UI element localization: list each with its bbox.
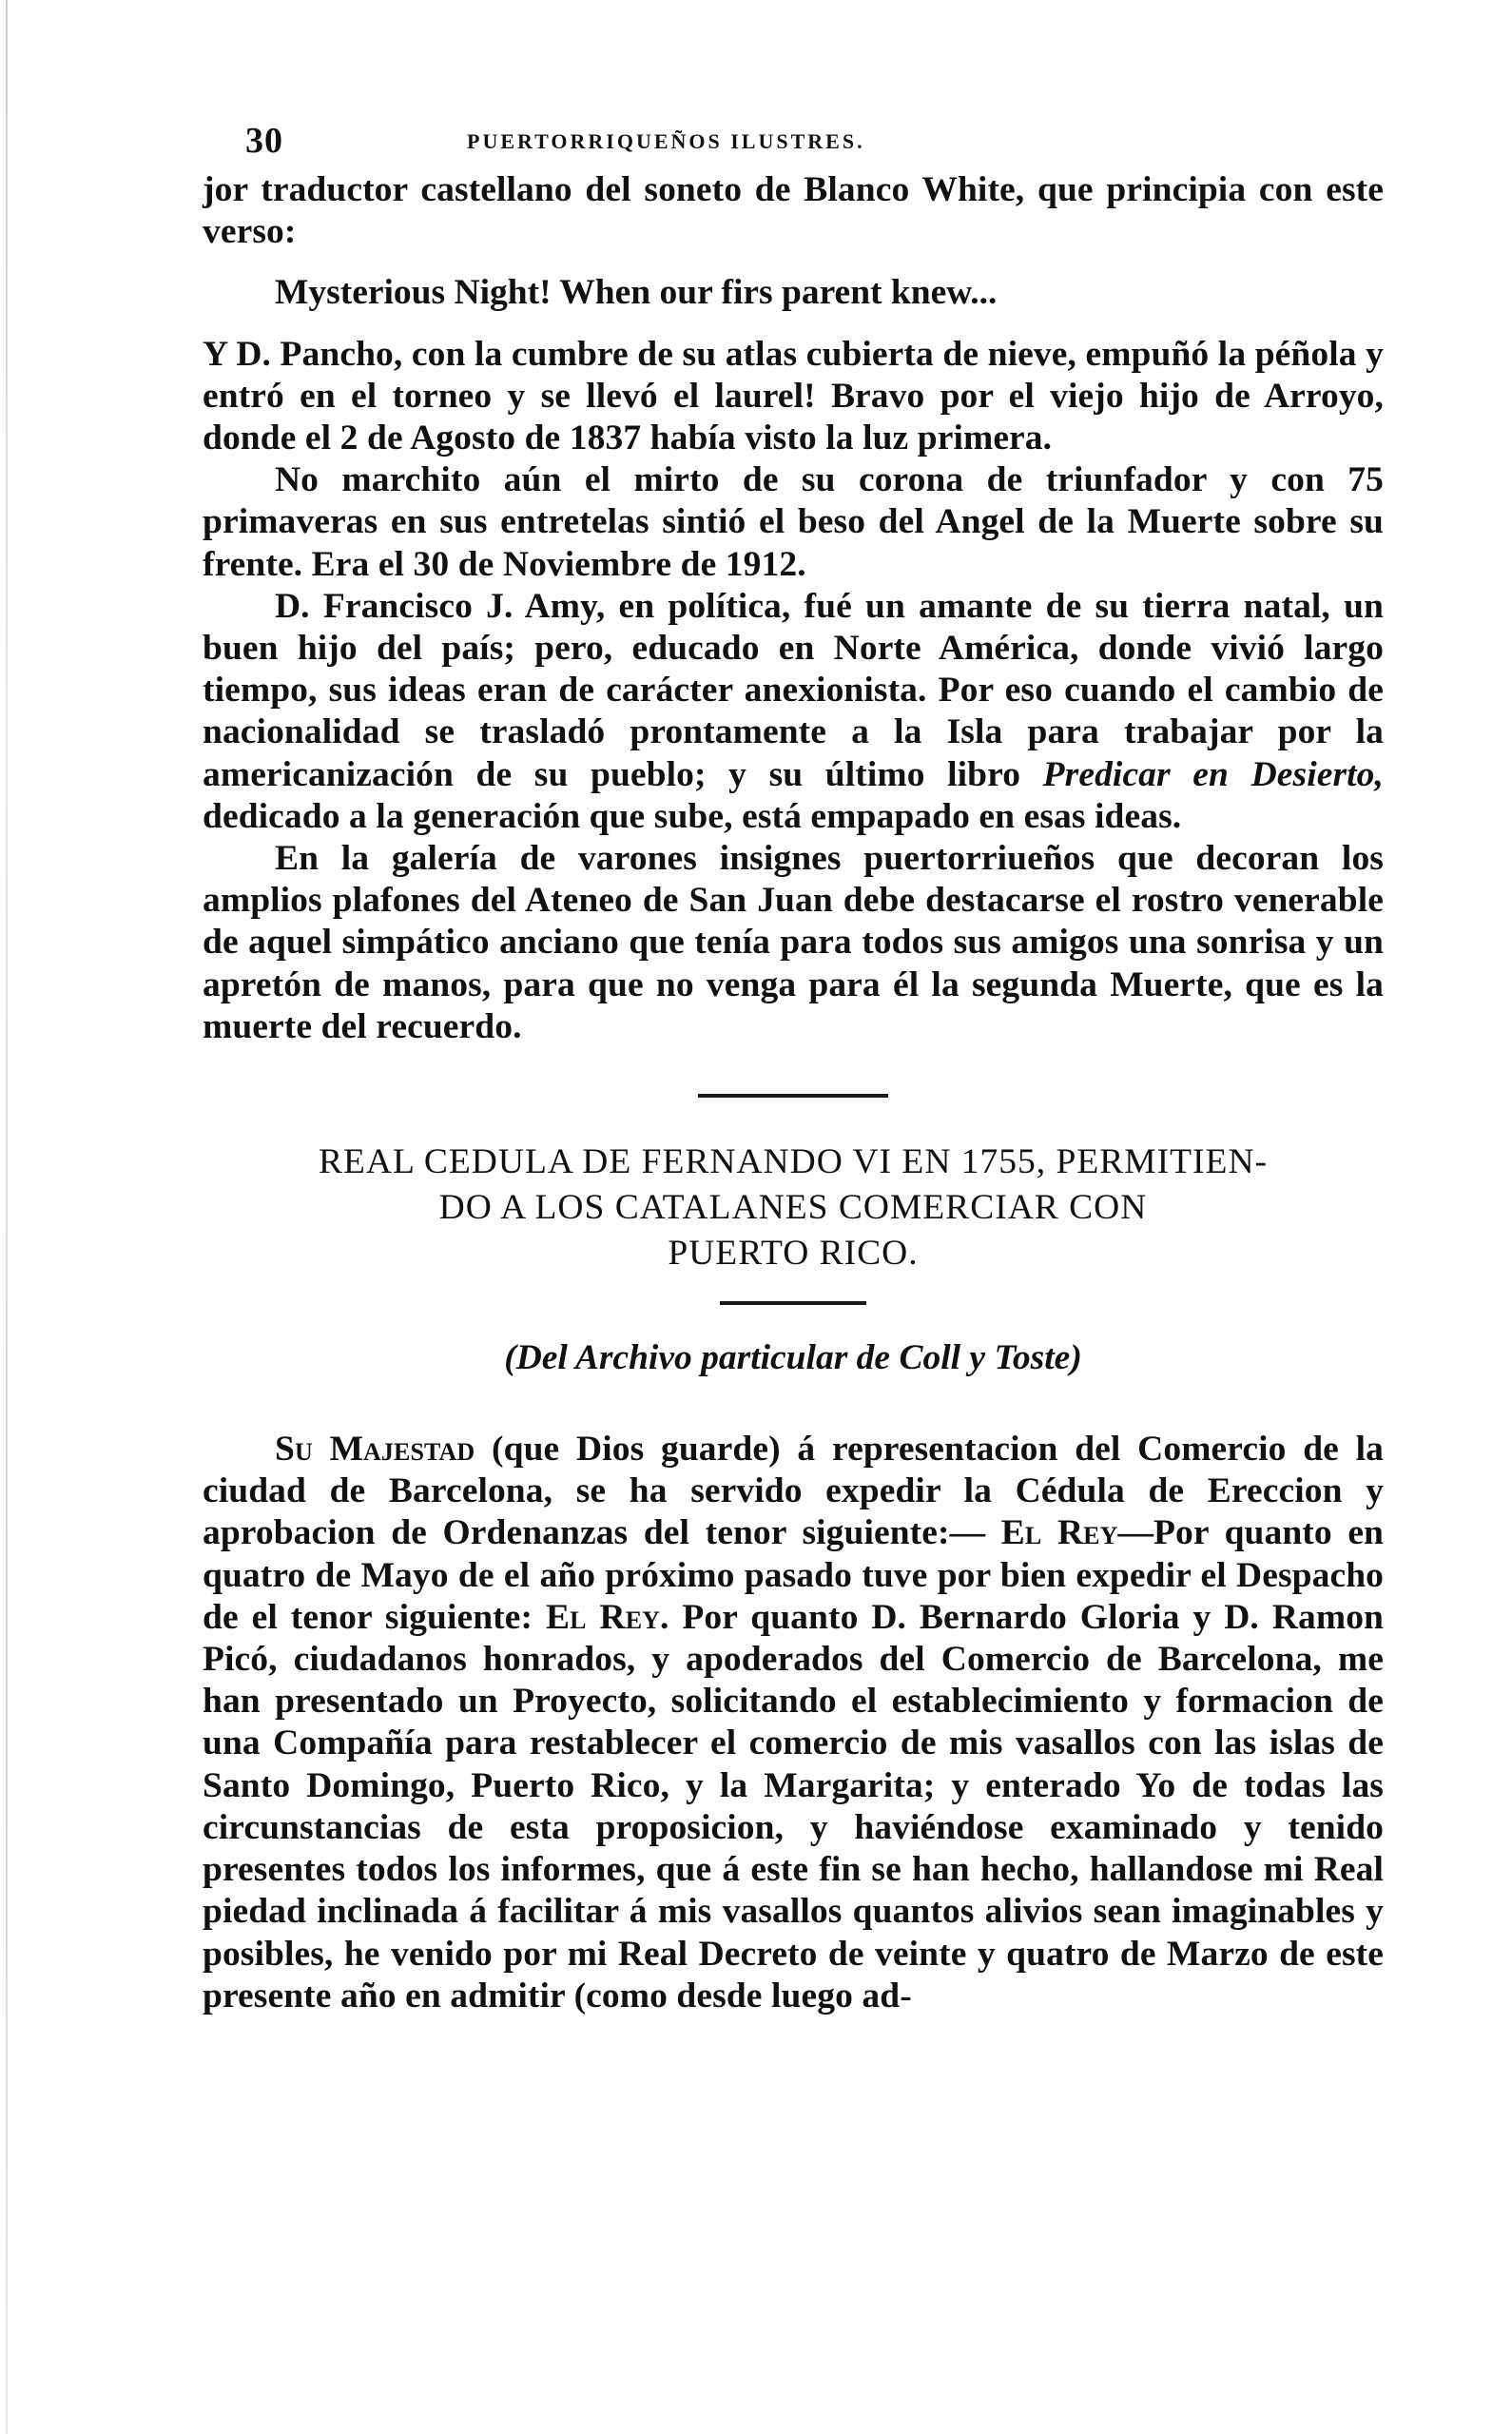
paragraph-4-text-a: D. Francisco J. Amy, en política, fué un amante de su tierra natal, un buen hijo del país; pero, educado en Norte América, donde vivió largo tiempo, sus ideas eran de carácter anexionista. Por eso cuando el cambio de nacionalidad se trasladó prontamente a la Isla para trabajar por la americanización de su pueblo; y su último libro [203,586,1384,794]
cedula-paragraph [203,1429,1384,2017]
running-title: PUERTORRIQUEÑOS ILUSTRES. [467,129,865,153]
paragraph-4 [203,586,1384,838]
paragraph-2: Y D. Pancho, con la cumbre de su atlas cubierta de nieve, empuñó la péñola y entró en el torneo y se llevó el laurel! Bravo por el viejo hijo de Arroyo, donde el 2 de Agosto de 1837 había visto la luz primera. [203,334,1384,458]
document-page [203,112,1384,2017]
running-header [203,112,1384,169]
section-title [203,1139,1384,1276]
title-divider [720,1301,866,1305]
page-number: 30 [245,121,283,161]
section-title-line-2: DO A LOS CATALANES COMERCIAR CON [438,1188,1148,1228]
book-title: Predicar en Desierto, [1042,754,1384,794]
section-title-line-1: REAL CEDULA DE FERNANDO VI EN 1755, PERMITIEN- [318,1142,1269,1182]
source-paren-close: ) [1070,1338,1082,1378]
small-caps-majestad: Su Majestad [275,1430,475,1470]
page-edge-line [6,0,8,2434]
paragraph-5: En la galería de varones insignes puertorriueños que decoran los amplios plafones del Ateneo de San Juan debe destacarse el rostro venerable de aquel simpático anciano que tenía para todos sus amigos una sonrisa y un apretón de manos, para que no venga para él la segunda Muerte, que es la muerte del recuerdo. [203,839,1384,1046]
quoted-verse: Mysterious Night! When our firs parent knew... [275,273,998,313]
cedula-text-3: . Por quanto D. Bernardo Gloria y D. Ramon Picó, ciudadanos honrados, y apoderados del Comercio de Barcelona, me han presentado un Proyecto, solicitando el establecimiento y formacion de una Compañía para restablecer el comercio de mis vasallos con las islas de Santo Domingo, Puerto Rico, y la Margarita; y enterado Yo de todas las circunstancias de esta proposicion, y haviéndose examinado y tenido presentes todos los informes, que á este fin se han hecho, hallandose mi Real piedad inclinada á facilitar á mis vasallos quantos alivios sean imaginables y posibles, he venido por mi Real Decreto de veinte y quatro de Marzo de este presente año en admitir (como desde luego ad- [203,1597,1384,2015]
paragraph-1: jor traductor castellano del soneto de Blanco White, que principia con este verso: [203,170,1384,252]
cedula-text-2: —Por quanto en quatro de Mayo de el año próximo pasado tuve por bien expedir el Despacho de el tenor siguiente: [203,1513,1385,1637]
small-caps-el-rey-2: El Rey [546,1597,661,1637]
cedula-text-1: (que Dios guarde) á representacion del Comercio de la ciudad de Barcelona, se ha servido expedir la Cédula de Ereccion y aprobacion de Ordenanzas del tenor siguiente:— [203,1430,1385,1553]
source-note [203,1337,1384,1379]
small-caps-el-rey-1: El Rey [1000,1513,1118,1553]
source-text: Del Archivo particular de Coll y Toste [515,1338,1071,1378]
paragraph-4-text-b: dedicado a la generación que sube, está empapado en esas ideas. [203,796,1182,836]
section-title-line-3: PUERTO RICO. [668,1234,919,1274]
paragraph-3: No marchito aún el mirto de su corona de triunfador y con 75 primaveras en sus entretelas sintió el beso del Angel de la Muerte sobre su frente. Era el 30 de Noviembre de 1912. [203,460,1384,584]
section-divider [698,1094,888,1098]
source-paren-open: ( [504,1338,516,1378]
